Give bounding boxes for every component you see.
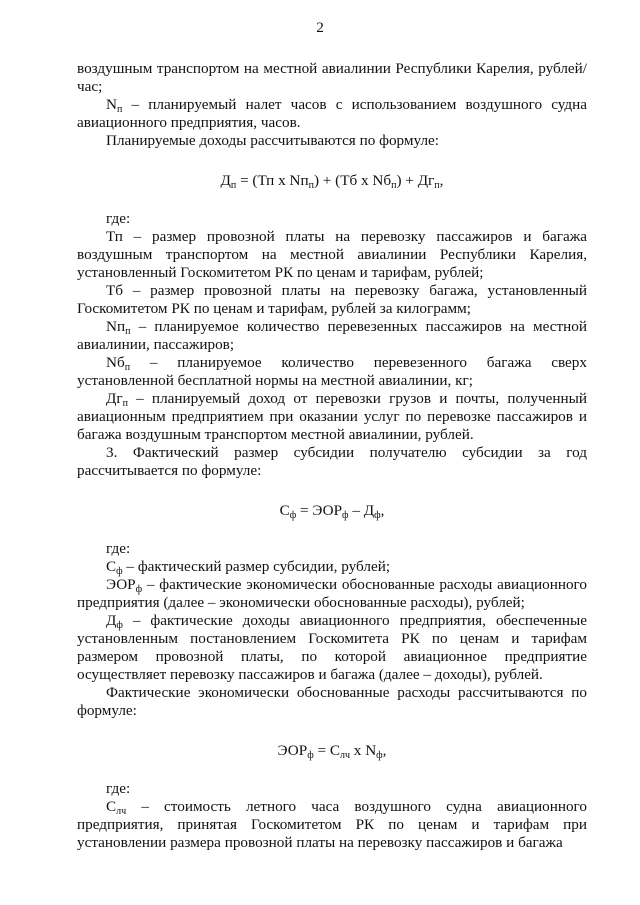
formula-actual-subsidy: $С_ф = ЭОР_ф - Д_ф$, xyxy=(279,502,385,521)
paragraph: Тп – размер провозной платы на перевозку пассажиров и багажа воздушным транспортом на местной авиалинии Республики Карелия, установленный Госкомитетом РК по ценам и тарифам, рублей; xyxy=(77,228,587,281)
paragraph: $Nп_п$ – планируемое количество перевезенных пассажиров на местной авиалинии, пассажиров; xyxy=(77,318,587,353)
document-body xyxy=(77,60,587,852)
paragraph: Планируемые доходы рассчитываются по формуле: xyxy=(106,132,439,149)
where-label: где: xyxy=(106,210,131,227)
paragraph: Тб – размер провозной платы на перевозку багажа, установленный Госкомитетом РК по ценам и тарифам, рублей за килограмм; xyxy=(77,282,587,317)
formula-actual-expenses: $ЭОР_ф = С_{лч}$ х $N_ф$, xyxy=(277,742,387,761)
paragraph: $Nб_п$ – планируемое количество перевезенного багажа сверх установленной бесплатной нормы на местной авиалинии, кг; xyxy=(77,354,587,389)
paragraph: $С_ф$ – фактический размер субсидии, рублей; xyxy=(106,558,391,577)
page-number: 2 xyxy=(316,19,324,36)
paragraph: $ЭОР_ф$ – фактические экономически обоснованные расходы авиационного предприятия (далее – экономически обоснованные расходы), рублей; xyxy=(77,576,587,611)
paragraph: 3. Фактический размер субсидии получателю субсидии за год рассчитывается по формуле: xyxy=(77,444,587,479)
paragraph: Фактические экономически обоснованные расходы рассчитываются по формуле: xyxy=(77,684,587,719)
where-label: где: xyxy=(106,540,131,557)
formula-planned-income: $Д_п = (Тп$ х $Nп_п) + (Тб$ х $Nб_п) + Дг_п$, xyxy=(220,172,444,191)
where-label: где: xyxy=(106,780,131,797)
paragraph: $С_{лч}$ – стоимость летного часа воздушного судна авиационного предприятия, принятая Госкомитетом РК по ценам и тарифам при установлении размера провозной платы на перевозку пассажиров и багажа xyxy=(77,798,587,851)
paragraph: $N_п$ – планируемый налет часов с использованием воздушного судна авиационного предприятия, часов. xyxy=(77,96,587,131)
paragraph: воздушным транспортом на местной авиалинии Республики Карелия, рублей/час; xyxy=(77,60,587,95)
paragraph: $Д_ф$ – фактические доходы авиационного предприятия, обеспеченные установленным постановлением Госкомитета РК по ценам и тарифам размером провозной платы, по которой авиационное предприятие осуществляет перевозку пассажиров и багажа (далее – доходы), рублей. xyxy=(77,612,587,683)
paragraph: $Дг_п$ – планируемый доход от перевозки грузов и почты, полученный авиационным предприятием при оказании услуг по перевозке пассажиров и багажа воздушным транспортом местной авиалинии, рублей. xyxy=(77,390,587,443)
